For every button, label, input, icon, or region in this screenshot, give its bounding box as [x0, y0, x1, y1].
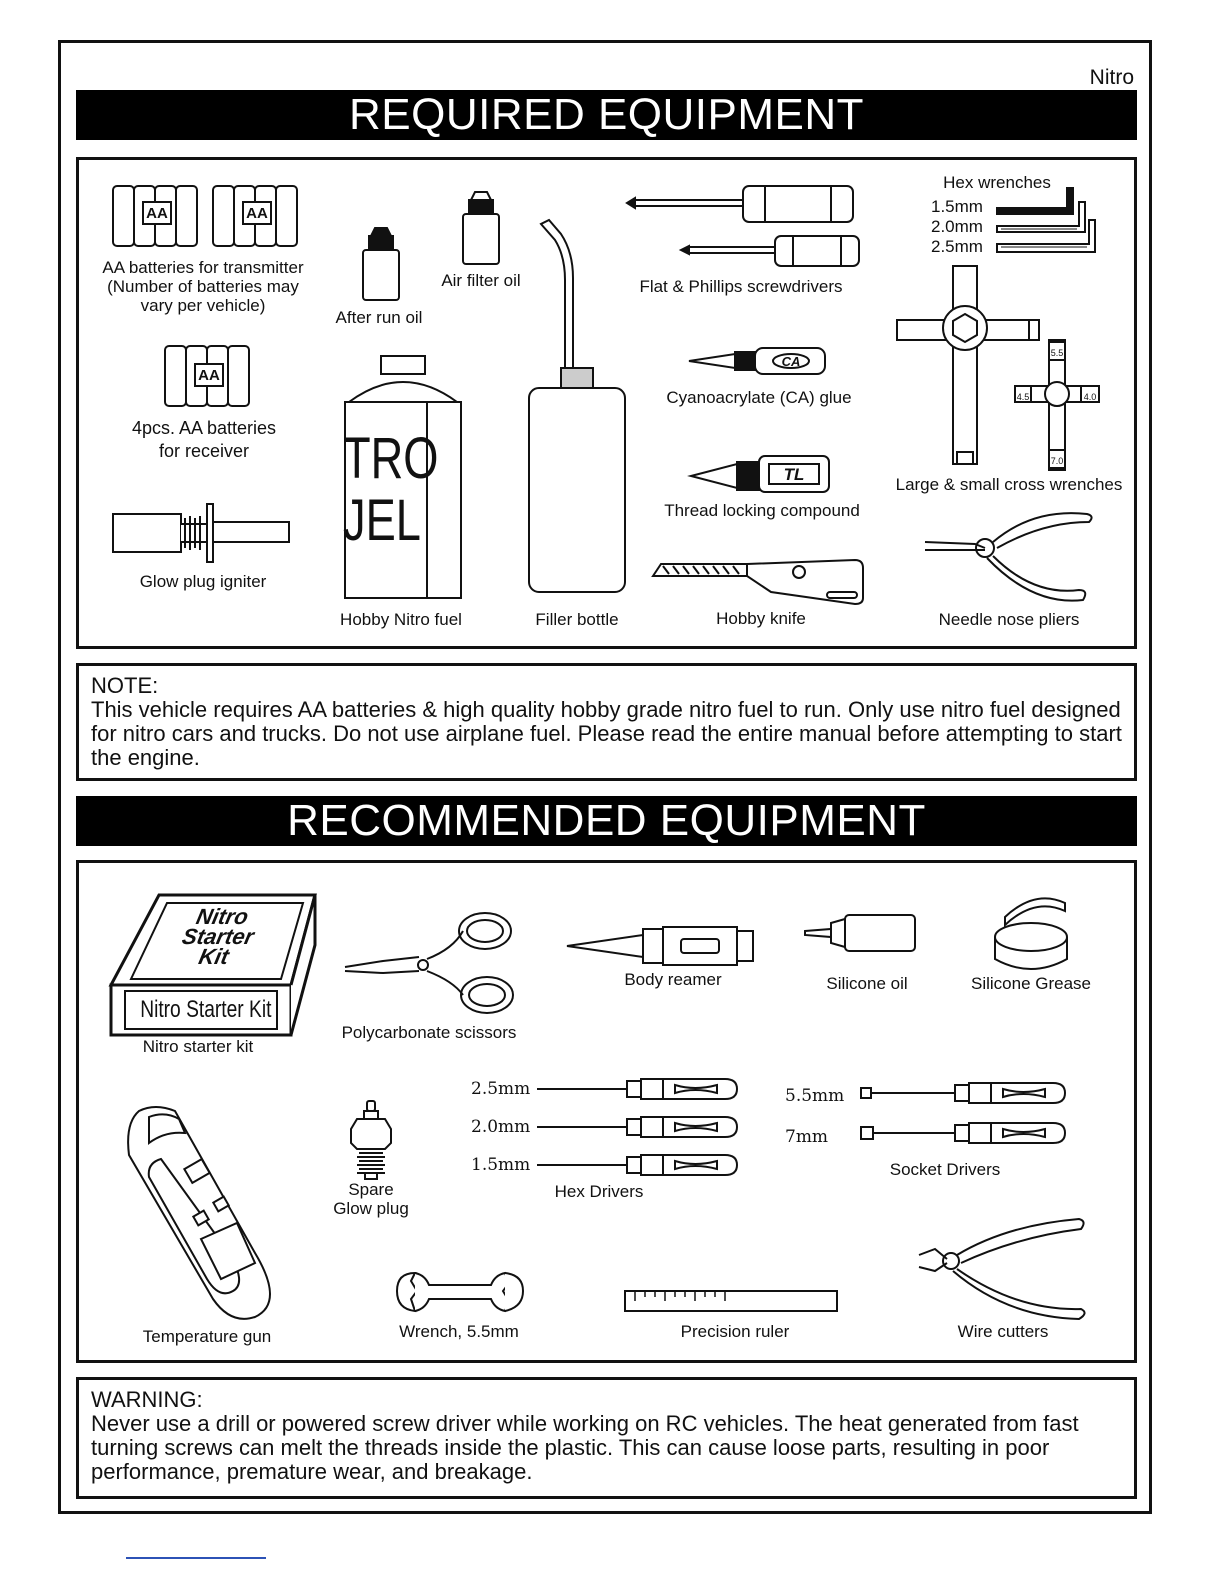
temperature-gun-icon	[125, 1103, 295, 1323]
hex-size: 2.0mm	[931, 217, 983, 236]
starter-kit-label: Nitro starter kit	[142, 1037, 254, 1056]
aa-rx-label: 4pcs. AA batteries for receiver	[131, 418, 277, 461]
filler-bottle-label: Filler bottle	[535, 610, 619, 629]
after-run-oil-icon	[359, 226, 403, 302]
hobby-knife-label: Hobby knife	[716, 609, 806, 628]
socket-size: 7mm	[785, 1127, 829, 1147]
note-body: This vehicle requires AA batteries & high quality hobby grade nitro fuel to run. Only use nitro fuel designed for nitro cars and trucks. Do not use airplane fuel. Please read the entire manual before attempting to start the engine.	[91, 697, 1122, 770]
corner-label: Nitro	[1089, 66, 1134, 89]
thread-lock-label: Thread locking compound	[664, 501, 860, 520]
cross-mark: 5.5	[1050, 348, 1064, 358]
thread-lock-icon	[689, 454, 831, 494]
after-run-oil-label: After run oil	[335, 308, 423, 327]
aa-batteries-receiver-icon	[163, 342, 255, 408]
temp-gun-label: Temperature gun	[142, 1327, 272, 1346]
scissors-label: Polycarbonate scissors	[341, 1023, 517, 1042]
silicone-grease-icon	[991, 889, 1071, 973]
battery-mark: AA	[146, 205, 168, 222]
screwdrivers-icon	[625, 180, 861, 272]
starter-box-front-text: Nitro Starter Kit	[140, 996, 272, 1023]
battery-mark: AA	[246, 205, 268, 222]
body-reamer-label: Body reamer	[624, 970, 722, 989]
recommended-equipment-box	[76, 860, 1137, 1363]
silicone-oil-label: Silicone oil	[826, 974, 908, 993]
polycarbonate-scissors-icon	[343, 909, 515, 1019]
glow-igniter-label: Glow plug igniter	[139, 572, 267, 591]
hex-wrenches-icon	[993, 184, 1097, 260]
hex-size: 2.5mm	[931, 237, 983, 256]
cross-wrenches-label: Large & small cross wrenches	[895, 475, 1123, 494]
tl-mark: TL	[783, 465, 805, 484]
note-box	[76, 663, 1137, 781]
required-equipment-box	[76, 157, 1137, 649]
nitro-starter-kit-icon	[109, 893, 319, 1037]
hex-driver-size: 2.5mm	[471, 1079, 531, 1099]
fuel-can-text: TRO JEL	[343, 426, 439, 553]
cross-wrenches-icon	[895, 264, 1115, 474]
aa-batteries-transmitter-icon	[109, 180, 304, 250]
socket-size: 5.5mm	[785, 1086, 845, 1106]
required-banner: REQUIRED EQUIPMENT	[76, 90, 1137, 140]
hex-size: 1.5mm	[931, 197, 983, 216]
wire-cutters-icon	[917, 1215, 1089, 1321]
starter-box-top-text: Nitro Starter Kit	[179, 904, 257, 969]
needle-nose-pliers-icon	[923, 506, 1095, 606]
hex-driver-size: 1.5mm	[471, 1155, 531, 1175]
hex-driver-size: 2.0mm	[471, 1117, 531, 1137]
glow-plug-label: Spare Glow plug	[333, 1180, 409, 1218]
hex-drivers-label: Hex Drivers	[554, 1182, 644, 1201]
precision-ruler-icon	[623, 1289, 839, 1313]
socket-drivers-label: Socket Drivers	[889, 1160, 1001, 1179]
screwdrivers-label: Flat & Phillips screwdrivers	[639, 277, 843, 296]
battery-mark: AA	[198, 367, 220, 384]
cross-mark: 7.0	[1050, 456, 1064, 466]
socket-drivers-icon	[859, 1081, 1069, 1151]
wire-cutters-label: Wire cutters	[957, 1322, 1049, 1341]
hex-drivers-icon	[535, 1077, 739, 1185]
needle-pliers-label: Needle nose pliers	[938, 610, 1080, 629]
ca-glue-label: Cyanoacrylate (CA) glue	[666, 388, 852, 407]
aa-tx-label: AA batteries for transmitter (Number of batteries may vary per vehicle)	[102, 258, 304, 315]
body-reamer-icon	[565, 925, 757, 967]
filler-bottle-icon	[527, 220, 627, 596]
note-heading: NOTE:	[91, 673, 159, 698]
warning-heading: WARNING:	[91, 1387, 203, 1412]
glow-plug-igniter-icon	[111, 500, 291, 570]
hex-wrenches-label: Hex wrenches	[943, 173, 1051, 192]
air-filter-oil-icon	[459, 190, 503, 266]
nitro-fuel-can-icon	[341, 352, 465, 602]
warning-body: Never use a drill or powered screw driver while working on RC vehicles. The heat generated from fast turning screws can melt the threads inside the plastic. This can cause loose parts, resulting in poor performance, premature wear, and breakage.	[91, 1411, 1079, 1484]
spare-glow-plug-icon	[347, 1099, 397, 1181]
recommended-banner: RECOMMENDED EQUIPMENT	[76, 796, 1137, 846]
ruler-label: Precision ruler	[680, 1322, 790, 1341]
cross-mark: 4.0	[1083, 392, 1097, 402]
warning-box	[76, 1377, 1137, 1499]
wrench-label: Wrench, 5.5mm	[399, 1322, 519, 1341]
silicone-oil-icon	[803, 911, 919, 955]
ca-glue-icon	[687, 346, 827, 376]
hobby-knife-icon	[651, 558, 867, 606]
ca-mark: CA	[781, 354, 801, 369]
nitro-fuel-label: Hobby Nitro fuel	[340, 610, 462, 629]
silicone-grease-label: Silicone Grease	[970, 974, 1091, 993]
wrench-icon	[395, 1269, 525, 1315]
footer-underline	[126, 1557, 266, 1559]
air-filter-oil-label: Air filter oil	[441, 271, 521, 290]
cross-mark: 4.5	[1016, 392, 1030, 402]
